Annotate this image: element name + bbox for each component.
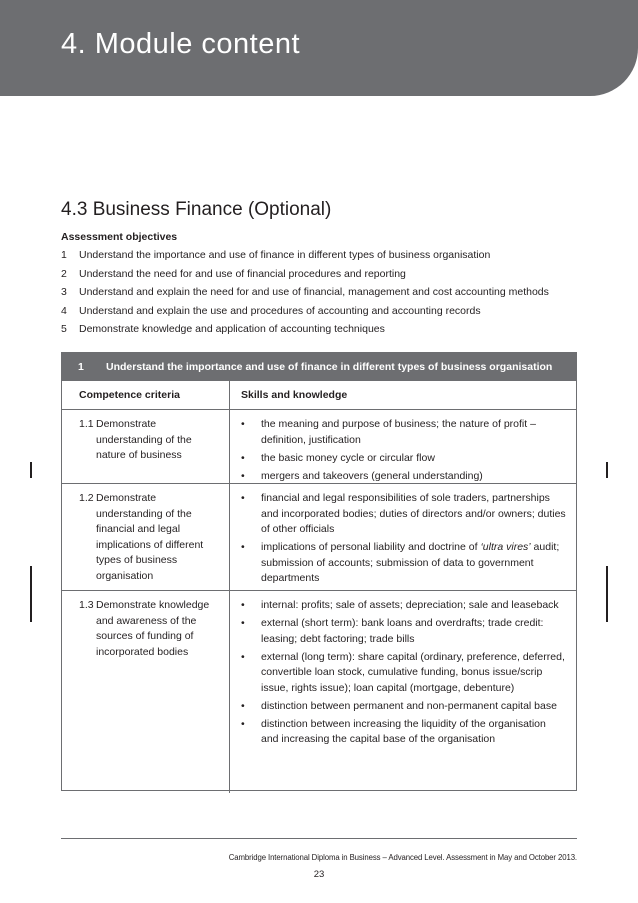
skill-text: distinction between permanent and non-permanent capital base — [261, 699, 557, 712]
criterion-id: 1.3 — [79, 599, 94, 611]
crop-mark-left-upper — [30, 462, 32, 478]
objectives-heading: Assessment objectives — [61, 231, 178, 243]
objective-item — [61, 304, 581, 323]
unit-title: Understand the importance and use of finance in different types of business organisation — [106, 361, 553, 373]
bullet-icon: • — [241, 541, 245, 553]
section-title: 4.3 Business Finance (Optional) — [61, 199, 332, 220]
skill-item — [241, 717, 566, 748]
bullet-icon: • — [241, 469, 245, 482]
skill-item — [241, 540, 566, 587]
page-number: 23 — [313, 869, 325, 880]
skill-text: distinction between increasing the liquidity of the organisation and increasing the capital base of the organisation — [261, 717, 546, 745]
bullet-icon: • — [241, 418, 245, 430]
skill-text-part: implications of personal liability and doctrine of — [261, 541, 481, 553]
objective-number: 2 — [61, 267, 67, 280]
table-row — [62, 591, 576, 793]
criterion-id: 1.1 — [79, 418, 94, 430]
skills-list — [230, 484, 576, 590]
objective-number: 4 — [61, 304, 67, 317]
skill-text: the meaning and purpose of business; the nature of profit – definition, justification — [261, 418, 536, 446]
skill-item — [241, 598, 566, 614]
crop-mark-left-lower — [30, 566, 32, 622]
bullet-icon: • — [241, 650, 245, 663]
crop-mark-right-upper — [606, 462, 608, 478]
skill-text: mergers and takeovers (general understanding) — [261, 469, 483, 482]
objective-number: 1 — [61, 249, 67, 261]
skill-item — [241, 451, 566, 467]
skills-list — [230, 591, 576, 793]
objective-item — [61, 248, 581, 267]
skill-text: external (short term): bank loans and overdrafts; trade credit: leasing; debt factoring; trade bills — [261, 617, 544, 645]
objective-item — [61, 285, 581, 304]
skill-item — [241, 469, 566, 485]
table-row — [62, 410, 576, 484]
footer-text: Cambridge International Diploma in Business – Advanced Level. Assessment in May and October 2013. — [228, 853, 577, 862]
objective-number: 5 — [61, 323, 67, 335]
unit-number: 1 — [78, 361, 84, 373]
criterion-cell — [62, 591, 230, 793]
objective-item — [61, 322, 581, 341]
column-headers — [62, 381, 576, 410]
unit-header — [62, 353, 576, 381]
criterion-text: Demonstrate understanding of the nature of business — [96, 418, 192, 461]
skill-text: internal: profits; sale of assets; depreciation; sale and leaseback — [261, 599, 559, 611]
skill-text: financial and legal responsibilities of sole traders, partnerships and incorporated bodies; duties of directors and/or owners; duties of other officials — [261, 492, 566, 535]
module-title: 4. Module content — [61, 28, 301, 60]
skill-text: external (long term): share capital (ordinary, preference, deferred, convertible loan stock, cumulative funding, bonus issue/scrip issue, rights issue); loan capital (mortgage, debenture) — [261, 650, 565, 694]
table-row — [62, 484, 576, 591]
objective-text: Understand and explain the use and procedures of accounting and accounting records — [79, 304, 481, 317]
footer-divider — [61, 838, 577, 839]
header-banner — [0, 0, 638, 96]
skill-text: the basic money cycle or circular flow — [261, 451, 435, 464]
objectives-list — [61, 248, 581, 341]
skill-item — [241, 491, 566, 538]
unit-table — [61, 352, 577, 791]
skills-list — [230, 410, 576, 483]
bullet-icon: • — [241, 451, 245, 464]
objective-item — [61, 267, 581, 286]
skill-item — [241, 699, 566, 715]
crop-mark-right-lower — [606, 566, 608, 622]
objective-text: Understand the need for and use of financial procedures and reporting — [79, 267, 406, 280]
column-header-criteria: Competence criteria — [62, 381, 230, 409]
criterion-id: 1.2 — [79, 492, 94, 504]
column-header-skills: Skills and knowledge — [241, 389, 348, 401]
skill-item — [241, 650, 566, 697]
bullet-icon: • — [241, 699, 245, 712]
criterion-text: Demonstrate understanding of the financial and legal implications of different types of business organisation — [96, 492, 204, 582]
bullet-icon: • — [241, 617, 245, 629]
skill-text-part: audit; submission of accounts; submission of data to government departments — [261, 541, 560, 584]
criterion-text: Demonstrate knowledge and awareness of the sources of funding of incorporated bodies — [96, 599, 210, 658]
criterion-cell — [62, 410, 230, 483]
bullet-icon: • — [241, 492, 245, 504]
ultra-vires-term: ‘ultra vires’ — [480, 541, 531, 553]
objective-text: Demonstrate knowledge and application of accounting techniques — [79, 323, 385, 335]
objective-text: Understand and explain the need for and use of financial, management and cost accounting methods — [79, 286, 549, 298]
skill-item — [241, 616, 566, 647]
objective-number: 3 — [61, 286, 67, 298]
skill-text — [261, 540, 566, 587]
objective-text: Understand the importance and use of finance in different types of business organisation — [79, 249, 491, 261]
criterion-cell — [62, 484, 230, 590]
bullet-icon: • — [241, 717, 245, 730]
skill-item — [241, 417, 566, 448]
bullet-icon: • — [241, 599, 245, 611]
